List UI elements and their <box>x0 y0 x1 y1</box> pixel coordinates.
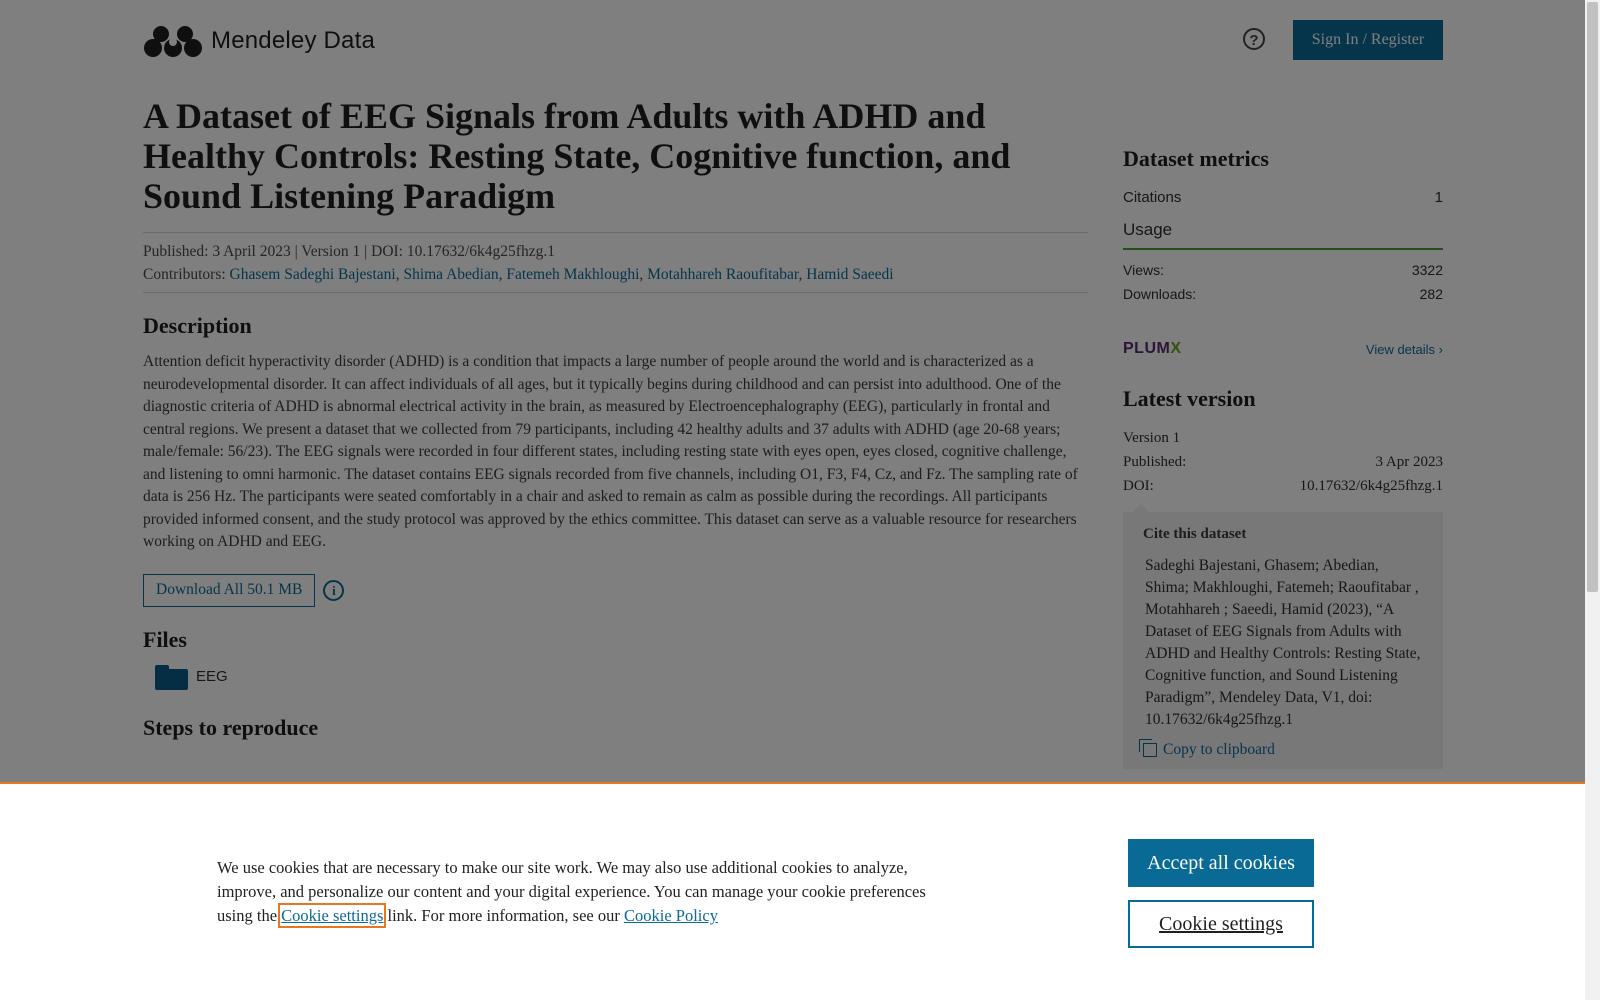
cookie-text-part-1: We use cookies that are necessary to make our site work. We may also use additional cookies to analyze, improve, and personalize our content and your digital experience. You can manage your cookie preferences using the <box>217 858 926 925</box>
cookie-banner <box>0 782 1585 1000</box>
cookie-settings-link[interactable]: Cookie settings <box>281 906 384 925</box>
cookie-text <box>217 856 937 928</box>
scrollbar[interactable] <box>1585 0 1600 1000</box>
accept-all-cookies-button[interactable]: Accept all cookies <box>1128 839 1314 887</box>
scrollbar-thumb[interactable] <box>1587 2 1598 592</box>
cookie-text-part-2: link. For more information, see our <box>383 906 624 925</box>
cookie-policy-link[interactable]: Cookie Policy <box>623 906 718 925</box>
cookie-settings-button[interactable]: Cookie settings <box>1128 900 1314 948</box>
